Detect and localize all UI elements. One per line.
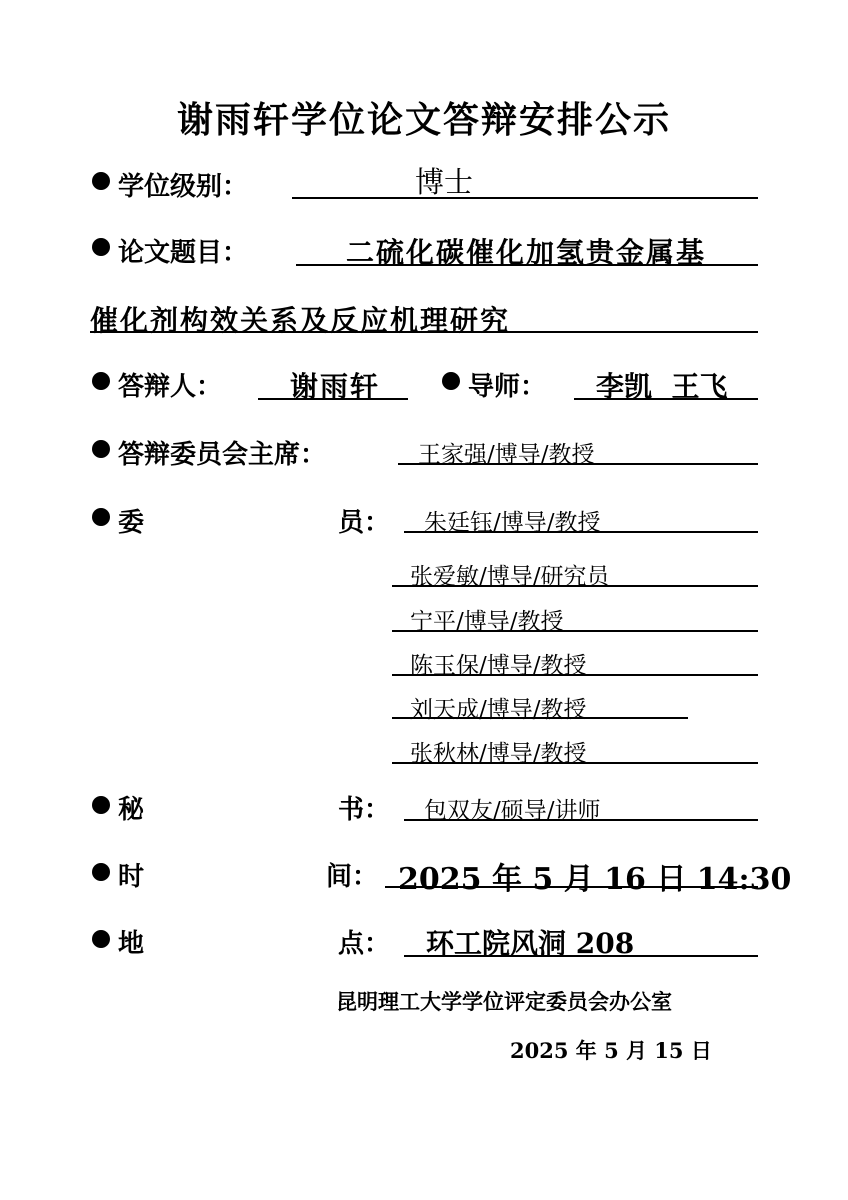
degree-value: 博士	[415, 165, 474, 199]
member-underline	[392, 630, 758, 632]
advisor-underline	[574, 398, 758, 400]
member-item: 刘天成/博导/教授	[410, 697, 587, 723]
member-item: 张秋林/博导/教授	[410, 741, 587, 767]
place-label-right: 点：	[338, 929, 391, 959]
thesis-label: 论文题目：	[118, 238, 249, 268]
defender-value: 谢雨轩	[290, 370, 381, 403]
defender-underline	[258, 398, 408, 400]
secretary-value: 包双友/硕导/讲师	[424, 798, 601, 824]
thesis-title-line2: 催化剂构效关系及反应机理研究	[90, 304, 511, 337]
thesis-title-line1: 二硫化碳催化加氢贵金属基	[346, 236, 707, 269]
member-item: 陈玉保/博导/教授	[410, 653, 587, 679]
bullet-icon	[92, 930, 110, 948]
member-underline	[392, 585, 758, 587]
place-label-left: 地	[118, 929, 145, 959]
thesis-underline-2	[90, 331, 758, 333]
issue-date: 2025 年 5 月 15 日	[510, 1038, 712, 1063]
secretary-underline	[404, 819, 758, 821]
place-value: 环工院风洞 208	[426, 927, 635, 960]
defender-label: 答辩人：	[118, 372, 223, 402]
member-underline	[392, 674, 758, 676]
thesis-underline-1	[296, 264, 758, 266]
advisor-value: 李凯 王飞	[596, 370, 728, 403]
chair-underline	[398, 463, 758, 465]
bullet-icon	[92, 863, 110, 881]
member-item: 朱廷钰/博导/教授	[424, 510, 601, 536]
bullet-icon	[92, 796, 110, 814]
time-label-left: 时	[118, 862, 145, 892]
bullet-icon	[92, 238, 110, 256]
advisor-label: 导师：	[468, 372, 547, 402]
bullet-icon	[92, 172, 110, 190]
degree-underline	[292, 197, 758, 199]
time-value: 2025 年 5 月 16 日 14:30	[398, 862, 792, 897]
chair-label: 答辩委员会主席：	[118, 440, 327, 470]
member-item: 宁平/博导/教授	[410, 609, 564, 635]
member-underline	[404, 531, 758, 533]
issuing-office: 昆明理工大学学位评定委员会办公室	[336, 989, 672, 1014]
chair-value: 王家强/博导/教授	[418, 442, 595, 468]
bullet-icon	[92, 372, 110, 390]
bullet-icon	[92, 508, 110, 526]
bullet-icon	[92, 440, 110, 458]
degree-label: 学位级别：	[118, 172, 249, 202]
member-item: 张爱敏/博导/研究员	[410, 564, 610, 590]
members-label-left: 委	[118, 508, 145, 538]
time-label-right: 间：	[326, 862, 379, 892]
bullet-icon	[442, 372, 460, 390]
time-underline	[385, 886, 758, 888]
place-underline	[404, 955, 758, 957]
secretary-label-right: 书：	[338, 795, 391, 825]
members-label-right: 员：	[338, 508, 391, 538]
page-title: 谢雨轩学位论文答辩安排公示	[176, 99, 671, 141]
secretary-label-left: 秘	[118, 795, 145, 825]
member-underline	[392, 762, 758, 764]
member-underline	[392, 717, 688, 719]
